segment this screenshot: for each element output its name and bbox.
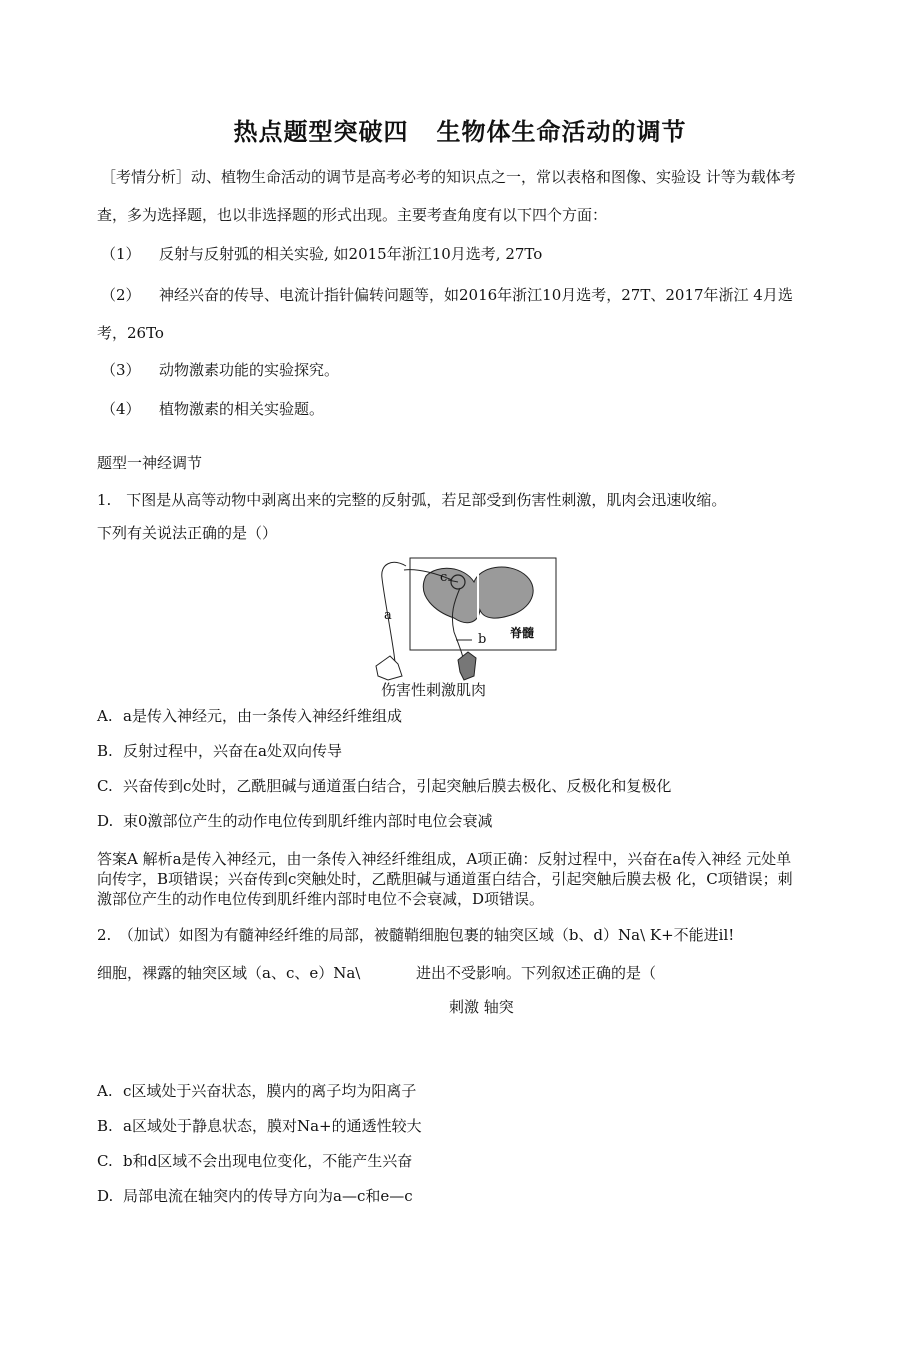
- fig-label-a: a: [384, 608, 392, 623]
- q1-option-b: B. 反射过程中，兴奋在a处双向传导: [97, 742, 342, 760]
- q2-option-a: A. c区域处于兴奋状态，膜内的离子均为阳离子: [97, 1082, 417, 1100]
- aspect-4: [101, 399, 324, 419]
- aspect-2-text: 神经兴奋的传导、电流计指针偏转问题等，如2016年浙江10月选考，27T、2017年浙江 4月选: [159, 286, 793, 304]
- fig-label-spine: 脊髓: [510, 626, 535, 640]
- q1-figure-caption: 伤害性刺激肌肉: [381, 681, 487, 699]
- aspect-3-text: 动物激素功能的实验探究。: [159, 361, 340, 379]
- q2-stem-line-1: 2. （加试）如图为有髓神经纤维的局部，被髓鞘细胞包裹的轴突区域（b、d）Na\ K+不能进il!: [97, 926, 735, 944]
- q1-answer-line-2: 向传字，B项错误；兴奋传到c突触处时，乙酰胆碱与通道蛋白结合，引起突触后膜去极 化，C项错误；刺: [97, 870, 793, 888]
- fig-label-b: b: [478, 632, 487, 647]
- page-title: [0, 117, 920, 147]
- fig-label-c: c: [440, 570, 448, 585]
- q1-answer-line-3: 激部位产生的动作电位传到肌纤维内部时电位不会衰减，D项错误。: [97, 890, 545, 908]
- aspect-3: [101, 360, 339, 380]
- q2-figure-caption: 刺激 轴突: [449, 998, 514, 1016]
- aspect-2-cont: 考，26To: [97, 324, 164, 342]
- q2-stem-line-2b: 进出不受影响。下列叙述正确的是（: [416, 964, 657, 982]
- title-part1: 热点题型突破四: [233, 118, 409, 146]
- q1-answer-line-1: 答案A 解析a是传入神经元，由一条传入神经纤维组成，A项正确：反射过程中，兴奋在a传入神经 元处单: [97, 850, 792, 868]
- intro-line-1: ［考情分析］动、植物生命活动的调节是高考必考的知识点之一，常以表格和图像、实验设 计等为载体考: [101, 168, 796, 186]
- q2-option-b: B. a区域处于静息状态，膜对Na+的通透性较大: [97, 1117, 422, 1135]
- q2-option-d: D. 局部电流在轴突内的传导方向为a—c和e—c: [97, 1187, 413, 1205]
- reflex-arc-diagram: [368, 556, 558, 682]
- aspect-2-num: （2）: [101, 286, 141, 304]
- aspect-4-text: 植物激素的相关实验题。: [159, 400, 325, 418]
- reflex-arc-figure: [368, 556, 558, 682]
- q2-option-c: C. b和d区域不会出现电位变化，不能产生兴奋: [97, 1152, 413, 1170]
- intro-line-2: 查，多为选择题，也以非选择题的形式出现。主要考查角度有以下四个方面：: [97, 206, 608, 224]
- q1-option-a: A. a是传入神经元，由一条传入神经纤维组成: [97, 707, 402, 725]
- q1-stem-line-1: 1. 下图是从高等动物中剥离出来的完整的反射弧，若足部受到伤害性刺激，肌肉会迅速收缩。: [97, 491, 727, 509]
- title-part2: 生物体生命活动的调节: [436, 118, 687, 146]
- aspect-4-num: （4）: [101, 400, 141, 418]
- foot-receptor: [376, 656, 402, 680]
- aspect-3-num: （3）: [101, 361, 141, 379]
- aspect-1-num: （1）: [101, 245, 141, 263]
- aspect-2: [101, 285, 793, 305]
- q1-stem-line-2: 下列有关说法正确的是（）: [97, 524, 278, 542]
- aspect-1: [101, 244, 542, 264]
- q1-option-d: D. 束0激部位产生的动作电位传到肌纤维内部时电位会衰减: [97, 812, 493, 830]
- q1-option-c: C. 兴奋传到c处时，乙酰胆碱与通道蛋白结合，引起突触后膜去极化、反极化和复极化: [97, 777, 672, 795]
- q2-stem-line-2a: 细胞，裸露的轴突区域（a、c、e）Na\: [97, 964, 361, 982]
- section-heading: 题型一神经调节: [97, 454, 203, 472]
- aspect-1-text: 反射与反射弧的相关实验, 如2015年浙江10月选考, 27To: [159, 245, 543, 263]
- muscle-effector: [458, 652, 476, 680]
